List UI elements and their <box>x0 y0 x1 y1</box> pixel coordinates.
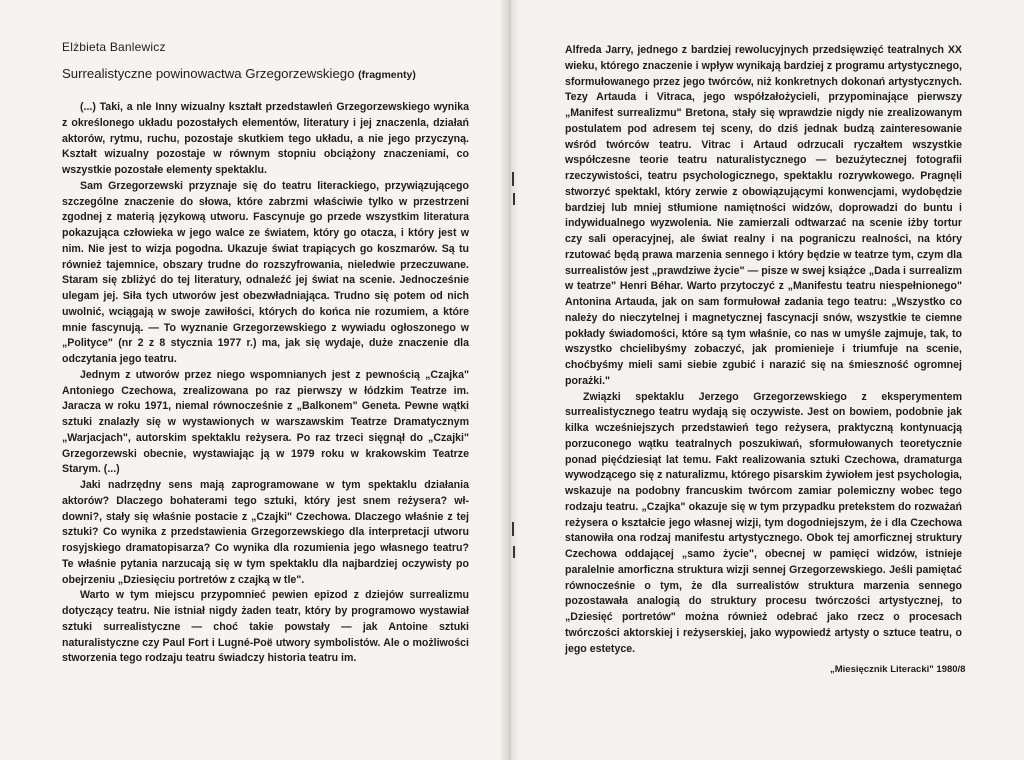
margin-mark <box>513 546 515 558</box>
article-title-note: (fragmenty) <box>358 69 416 81</box>
margin-mark <box>512 172 514 186</box>
margin-mark <box>512 522 514 536</box>
left-column-text <box>62 100 469 667</box>
article-author: Elżbieta Banlewicz <box>62 40 166 54</box>
left-paragraph: Jednym z utworów przez niego wspomnianych jest z pewnością „Czajka" Antoniego Czechowa, zrealizowana po raz pierwszy w łódzkim Teatrze im. Jaracza w roku 1971, niemal równocześnie z „Balkonem" Geneta. Pewne wątki sztuki znalazły się w wystawionych w warszawskim Teatrze Dramatycznym „Warjacjach", autorskim spektaklu reżysera. Po raz trzeci sięgnął do „Czajki" Grzegorzewski obecnie, wystawiając ją w 1979 roku w krakowskim Teatrze Starym. (...) <box>62 368 469 476</box>
article-title-text: Surrealistyczne powinowactwa Grzegorzewskiego <box>62 66 355 81</box>
right-paragraph: Związki spektaklu Jerzego Grzegorzewskiego z eksperymentem surrealistycznego teatru wydają się oczywiste. Jest on bowiem, podobnie jak kilka wcześniejszych przedstawień tego reżysera, praktyczną kontynuacją porzuconego wątku teatralnych poszukiwań, sformułowanych teoretycznie ponad pięćdziesiąt lat temu. Fakt realizowania sztuki Czechowa, dramaturga wywodzącego się z naturalizmu, którego pisarskim żywiołem jest psychologia, wskazuje na podobny francuskim twórcom zamiar polemiczny wobec tego rodzaju teatru. „Czajka" okazuje się w tym przypadku pretekstem do rozważań reżysera o kształcie jego własnej wizji, tym dogodniejszym, że i dla Czechowa stanowiła ona rodzaj manifestu artystycznego. Obok tej amorficznej struktury Czechowa oddającej „samo życie", obecnej w pamięci widzów, istnieje paralelnie amorficzna struktura wizji sennej Grzegorzewskiego. Jeśli pamiętać równocześnie o tym, że dla surrealistów struktura marzenia sennego pozostawała analogią do struktury procesu twórczości artystycznej, to „Dziesięć portretów" można również odebrać jako rzecz o procesach twórczości aktorskiej i reżyserskiej, jako wypowiedź artysty o sztuce teatru, o jego estetyce. <box>565 390 962 655</box>
left-paragraph: Warto w tym miejscu przypomnieć pewien epizod z dziejów surrealizmu dotyczący teatru. Nie istniał nigdy żaden teatr, który by programowo wystawiał sztuki surrealistyczne — choć takie powstały — jak Antoine sztuki naturalistyczne czy Paul Fort i Lugné-Poë utwory symbolistów. Ale o możliwości stworzenia tego rodzaju teatru świadczy historia teatru im. <box>62 589 469 665</box>
source-citation: „Miesięcznik Literacki" 1980/8 <box>830 664 966 675</box>
article-title <box>62 66 416 81</box>
right-paragraph: Alfreda Jarry, jednego z bardziej rewolucyjnych przedsięwzięć teatralnych XX wieku, którego znaczenie i wpływ wynikają bardziej z programu artystycznego, sformułowanego przez jego twórców, niż konkretnych dokonań artystycznych. Tezy Artauda i Vitraca, jego współzałożycieli, przypominające pierwszy „Manifest surrealizmu" Bretona, stały się wprawdzie nigdy nie zrealizowanym postulatem pod adresem tej sceny, do dziś jednak budzą zainteresowanie wśród twórców teatru. Vitrac i Artaud odrzucali ryczałtem wszystkie współczesne teorie teatru naturalistycznego — bezużytecznej fotografii rzeczywistości, teatru psychologicznego, spektaklu rozrywkowego. Pragnęli stworzyć spektakl, który zerwie z obowiązującymi konwencjami, wydobędzie bardziej lub mniej stłumione namiętności widzów, doprowadzi do buntu i indywidualnego wyzwolenia. Nie zamierzali odtwarzać na scenie iżby tortur czy sali operacyjnej, ale świat realny i na pograniczu realności, na który rzutować będą prawa marzenia sennego i który będzie w teatrze tym, czym dla surrealistów jest „prawdziwe życie" — pisze w swej książce „Dada i surrealizm w teatrze" Henri Béhar. Warto przytoczyć z „Manifestu teatru niespełnionego" Antonina Artauda, jak on sam formułował zadania tego teatru: „Wszystko co należy do nieczytelnej i magnetycznej fascynacji snów, wszystkie te ciemne pokłady świadomości, które są tym właśnie, co nas w umyśle zajmuje, tak, to wszystko chcielibyśmy zobaczyć, jak promienieje i triumfuje na scenie, choćbyśmy mieli sami siebie zgubić i narazić się na śmieszność ogromnej porażki." <box>565 44 962 387</box>
left-paragraph: Sam Grzegorzewski przyznaje się do teatru literackiego, przywiązującego szczególne znaczenie do słowa, które zabrzmi właściwie tylko w przestrzeni zgodnej z materią językową utworu. Fascynuje go przede wszystkim literatura pokazująca człowieka w jego walce ze światem, który go otacza, i który jest w nim. Nie jest to wizja pogodna. Ukazuje świat trapiących go koszmarów. Są tu również tajemnice, obszary trudne do rozszyfrowania, nieledwie przeczuwane. Staram się zbliżyć do tej literatury, odnaleźć jej świat na scenie. Jednocześnie ulegam jej. Siła tych utworów jest obezwładniająca. Trudno się potem od nich uwolnić, wciągają w swoje zawiłości, których do końca nie rozumiem, a które mnie fascynują. — To wyznanie Grzegorzewskiego z wywiadu ogłoszonego w „Polityce" (nr 2 z 8 stycznia 1977 r.) ma, jak się wydaje, duże znaczenie dla odczytania jego teatru. <box>62 179 469 365</box>
book-gutter <box>500 0 518 760</box>
right-column-text <box>565 43 962 657</box>
left-paragraph: (...) Taki, a nle Inny wizualny kształt przedstawleń Grzegorzewskiego wynika z określonego układu pozostałych elementów, literatury i jej znaczenla, działań aktorów, rytmu, ruchu, pozostaje skutkiem tego układu, a nie jego przyczyną. Kształt wizualny pozostaje w równym stopniu obciążony znaczeniami, co wszystkie pozostałe elementy spektaklu. <box>62 101 469 176</box>
margin-mark <box>513 193 515 205</box>
left-paragraph: Jaki nadrzędny sens mają zaprogramowane w tym spektaklu działania aktorów? Dlaczego bohaterami tego sztuki, który jest snem reżysera? wł- downi?, stały się właśnie postacie z „Czajki" Czechowa. Dlaczego właśnie z tej sztuki? Co wynika z przedstawienia Grzegorzewskiego dla interpretacji utworu rosyjskiego dramatopisarza? Co wynika dla rozumienia jego własnego teatru? Te właśnie pytania narzucają się w tym spektaklu dla najbardziej oczywisty po obejrzeniu „Dziesięciu portretów z czajką w tle". <box>62 479 469 586</box>
